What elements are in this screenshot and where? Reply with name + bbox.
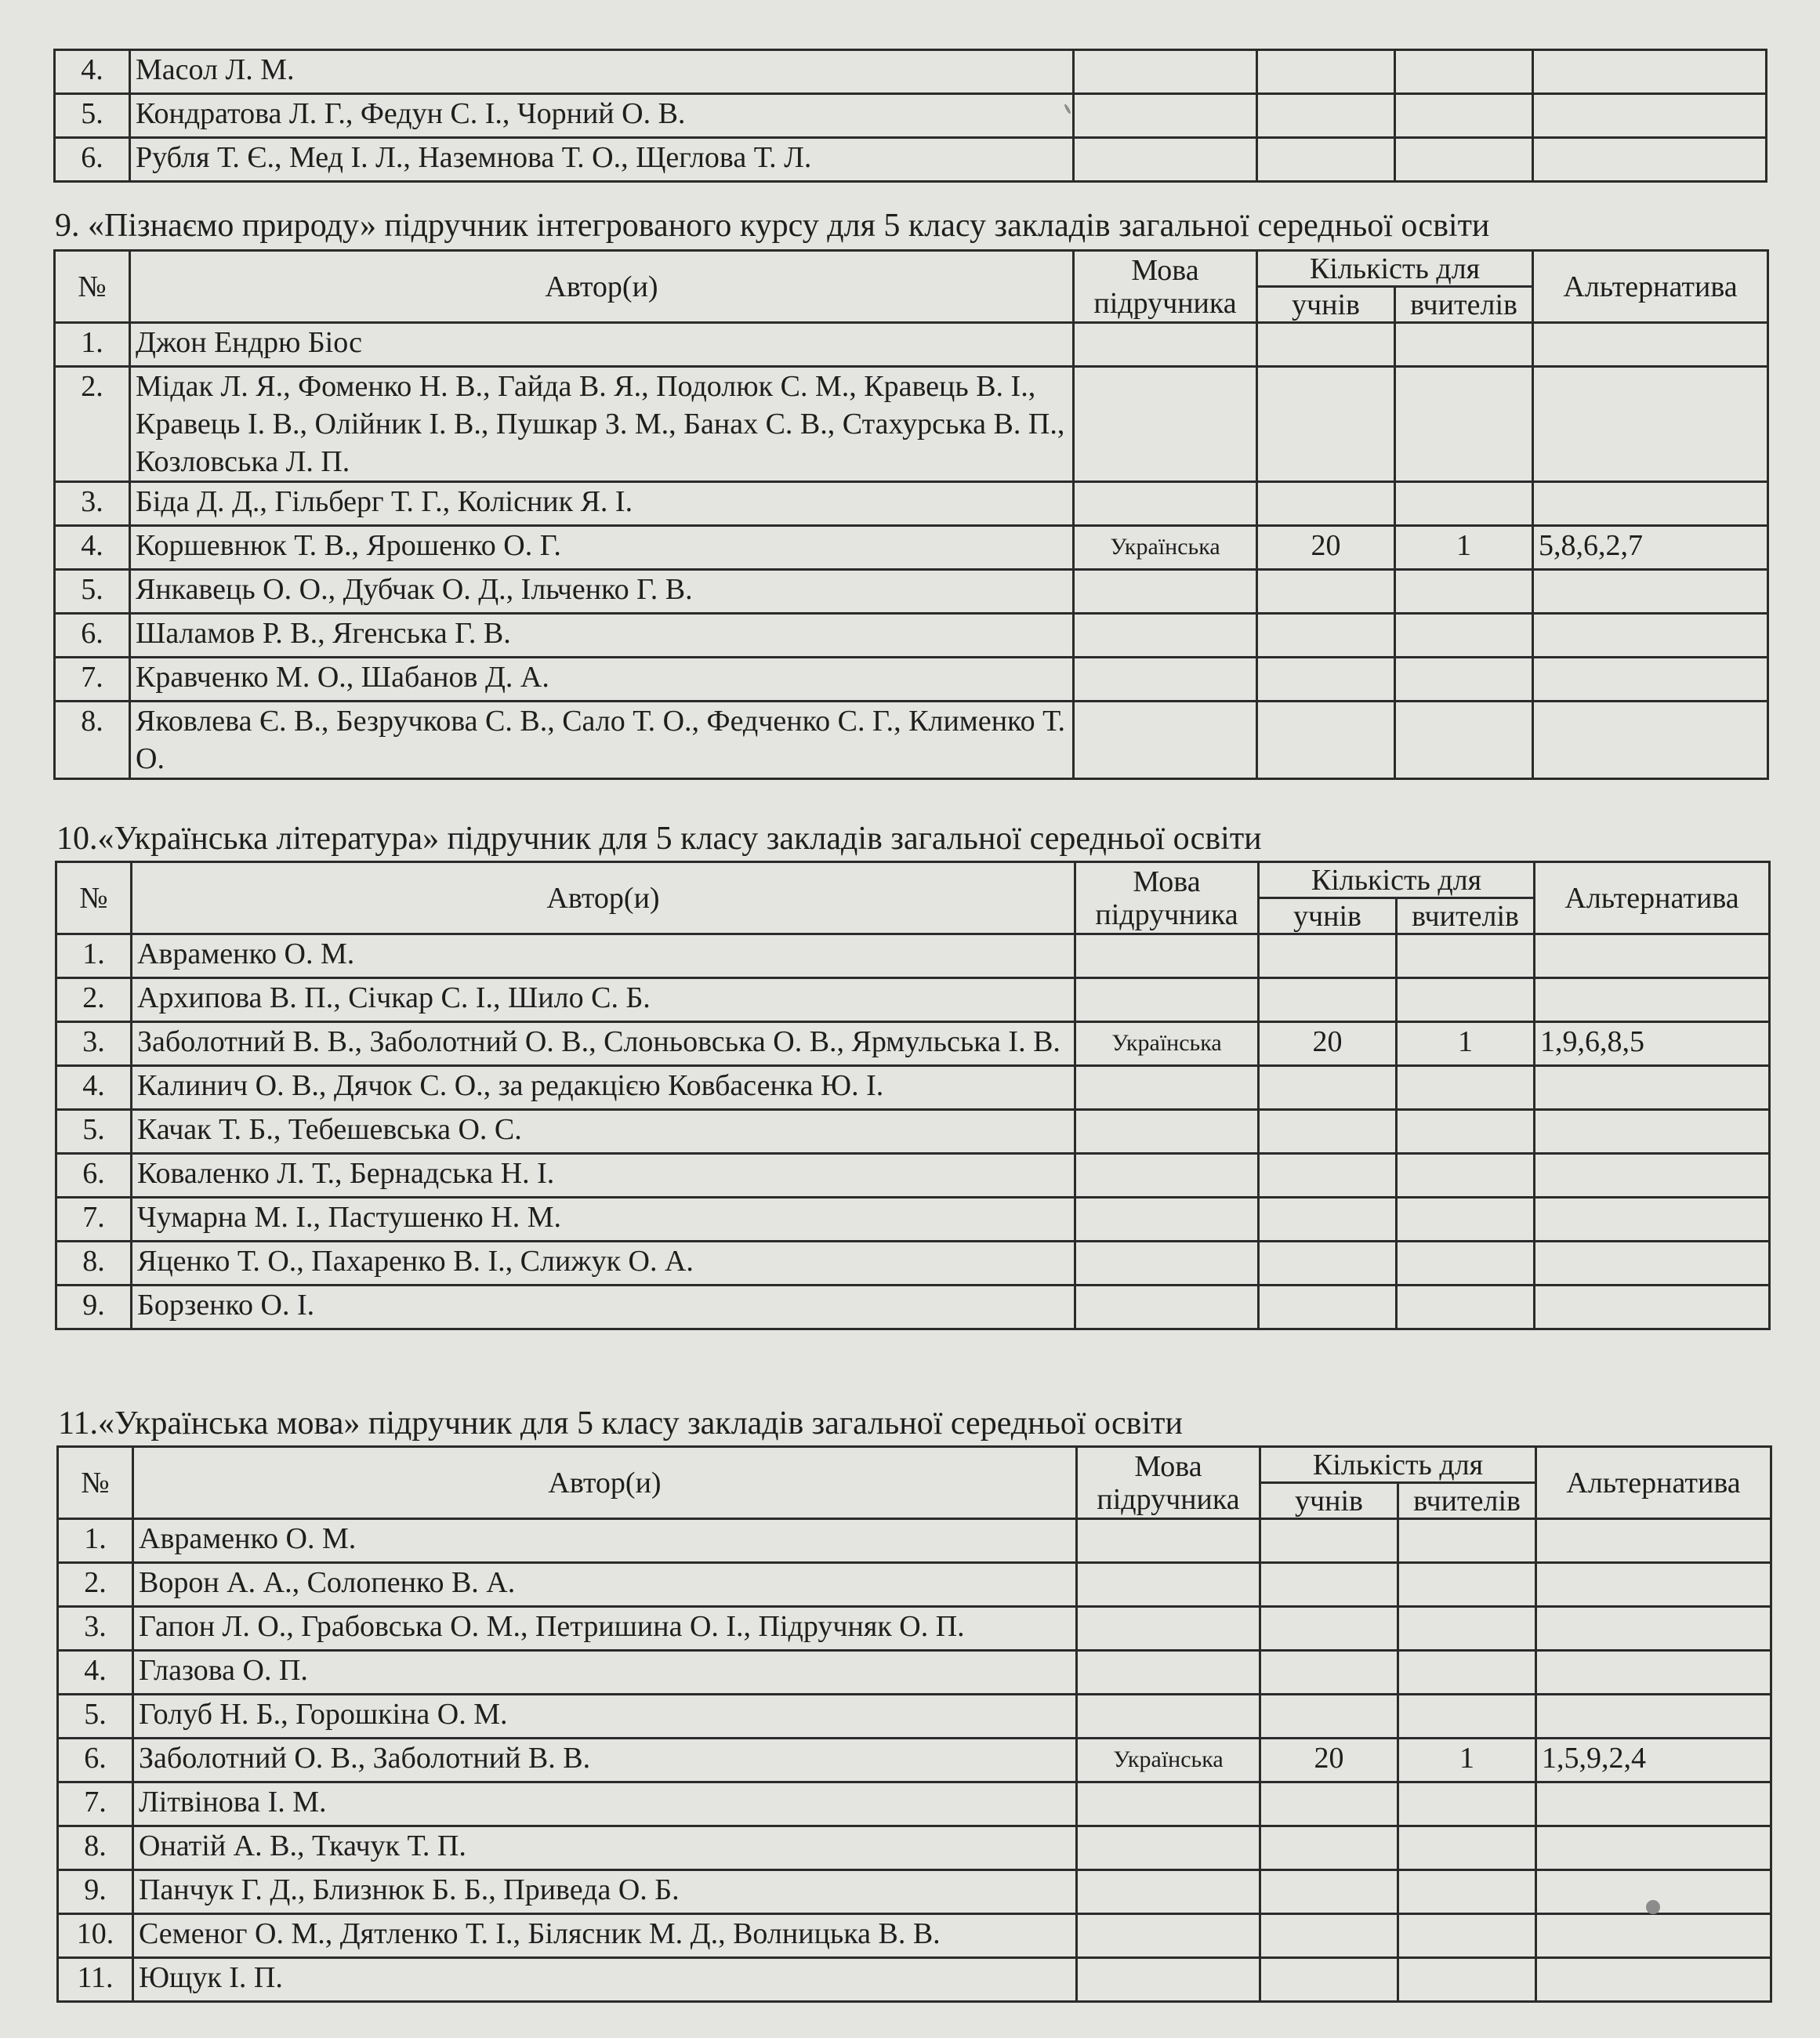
table-section-9 bbox=[53, 249, 1769, 780]
table-row bbox=[55, 138, 1767, 182]
table-row bbox=[58, 1519, 1771, 1563]
header-number: № bbox=[56, 862, 132, 934]
row-alternative bbox=[1533, 323, 1768, 367]
table-row bbox=[55, 94, 1767, 138]
row-teachers-count: 1 bbox=[1397, 1022, 1535, 1066]
row-authors: Масол Л. М. bbox=[130, 50, 1074, 94]
row-language bbox=[1075, 1198, 1259, 1242]
table-row bbox=[58, 1958, 1771, 2002]
table-section-11 bbox=[56, 1445, 1772, 2003]
row-teachers-count bbox=[1398, 1695, 1536, 1739]
table-row bbox=[58, 1651, 1771, 1695]
row-teachers-count bbox=[1397, 1286, 1535, 1329]
row-teachers-count bbox=[1395, 570, 1533, 614]
row-teachers-count bbox=[1395, 482, 1533, 526]
row-teachers-count bbox=[1395, 614, 1533, 658]
row-teachers-count bbox=[1398, 1607, 1536, 1651]
header-alternative: Альтернатива bbox=[1535, 862, 1770, 934]
table-row bbox=[55, 50, 1767, 94]
row-students-count bbox=[1257, 367, 1395, 482]
row-language bbox=[1074, 323, 1257, 367]
header-students: учнів bbox=[1257, 287, 1395, 323]
row-number: 3. bbox=[58, 1607, 133, 1651]
row-students-count bbox=[1259, 1242, 1397, 1286]
table-row bbox=[58, 1695, 1771, 1739]
row-authors: Чумарна М. І., Пастушенко Н. М. bbox=[132, 1198, 1075, 1242]
header-alternative: Альтернатива bbox=[1536, 1447, 1771, 1519]
row-language bbox=[1075, 1154, 1259, 1198]
section-11-title: 11.«Українська мова» підручник для 5 класу закладів загальної середньої освіти bbox=[58, 1405, 1183, 1441]
header-teachers: вчителів bbox=[1397, 898, 1535, 934]
row-authors: Янкавець О. О., Дубчак О. Д., Ільченко Г. В. bbox=[130, 570, 1074, 614]
row-alternative bbox=[1533, 138, 1767, 182]
row-number: 3. bbox=[55, 482, 130, 526]
table-section-10 bbox=[55, 861, 1771, 1330]
row-students-count bbox=[1257, 138, 1395, 182]
row-students-count: 20 bbox=[1257, 526, 1395, 570]
row-number: 8. bbox=[56, 1242, 132, 1286]
table-row bbox=[58, 1739, 1771, 1782]
row-authors: Мідак Л. Я., Фоменко Н. В., Гайда В. Я., Подолюк С. М., Кравець В. І., Кравець І. В., Олійник І. В., Пушкар З. М., Банах С. В., Стахурська В. П., Козловська Л. П. bbox=[130, 367, 1074, 482]
section-10-title: 10.«Українська література» підручник для 5 класу закладів загальної середньої освіти bbox=[56, 821, 1262, 857]
row-teachers-count bbox=[1398, 1914, 1536, 1958]
row-authors: Кравченко М. О., Шабанов Д. А. bbox=[130, 658, 1074, 702]
row-number: 6. bbox=[55, 614, 130, 658]
row-language bbox=[1075, 1286, 1259, 1329]
row-students-count: 20 bbox=[1259, 1022, 1397, 1066]
row-teachers-count bbox=[1395, 50, 1533, 94]
row-alternative bbox=[1536, 1782, 1771, 1826]
row-number: 4. bbox=[55, 50, 130, 94]
row-teachers-count bbox=[1395, 702, 1533, 779]
row-number: 6. bbox=[56, 1154, 132, 1198]
row-teachers-count bbox=[1398, 1870, 1536, 1914]
row-alternative bbox=[1533, 658, 1768, 702]
row-alternative bbox=[1535, 1066, 1770, 1110]
row-students-count bbox=[1257, 570, 1395, 614]
table-row bbox=[58, 1870, 1771, 1914]
row-language bbox=[1074, 658, 1257, 702]
row-alternative bbox=[1533, 614, 1768, 658]
row-alternative: 1,9,6,8,5 bbox=[1535, 1022, 1770, 1066]
row-authors: Ющук І. П. bbox=[133, 1958, 1077, 2002]
row-alternative bbox=[1533, 50, 1767, 94]
row-number: 1. bbox=[55, 323, 130, 367]
row-teachers-count bbox=[1397, 1242, 1535, 1286]
row-teachers-count bbox=[1397, 934, 1535, 978]
row-number: 1. bbox=[56, 934, 132, 978]
row-number: 7. bbox=[58, 1782, 133, 1826]
table-row bbox=[55, 482, 1768, 526]
row-authors: Рубля Т. Є., Мед І. Л., Наземнова Т. О., Щеглова Т. Л. bbox=[130, 138, 1074, 182]
row-language: Українська bbox=[1075, 1022, 1259, 1066]
table-row bbox=[55, 570, 1768, 614]
table-row bbox=[56, 1066, 1770, 1110]
row-alternative bbox=[1536, 1914, 1771, 1958]
row-teachers-count bbox=[1395, 323, 1533, 367]
row-language bbox=[1075, 1110, 1259, 1154]
row-teachers-count bbox=[1395, 367, 1533, 482]
row-language bbox=[1077, 1782, 1260, 1826]
row-students-count bbox=[1259, 1154, 1397, 1198]
row-authors: Джон Ендрю Біос bbox=[130, 323, 1074, 367]
row-number: 9. bbox=[58, 1870, 133, 1914]
row-alternative bbox=[1535, 1198, 1770, 1242]
row-number: 5. bbox=[55, 94, 130, 138]
header-language: Мова підручника bbox=[1075, 862, 1259, 934]
row-teachers-count bbox=[1398, 1958, 1536, 2002]
row-students-count: 20 bbox=[1260, 1739, 1398, 1782]
row-students-count bbox=[1259, 1198, 1397, 1242]
row-number: 5. bbox=[55, 570, 130, 614]
header-count: Кількість для bbox=[1259, 862, 1535, 898]
row-students-count bbox=[1260, 1782, 1398, 1826]
row-authors: Коршевнюк Т. В., Ярошенко О. Г. bbox=[130, 526, 1074, 570]
row-students-count bbox=[1259, 1066, 1397, 1110]
header-authors: Автор(и) bbox=[133, 1447, 1077, 1519]
row-alternative: 5,8,6,2,7 bbox=[1533, 526, 1768, 570]
row-teachers-count bbox=[1398, 1782, 1536, 1826]
header-count: Кількість для bbox=[1257, 251, 1533, 287]
table-row bbox=[56, 1242, 1770, 1286]
header-number: № bbox=[55, 251, 130, 323]
header-students: учнів bbox=[1259, 898, 1397, 934]
row-language bbox=[1075, 934, 1259, 978]
table-row bbox=[56, 1154, 1770, 1198]
row-authors: Заболотний В. В., Заболотний О. В., Слоньовська О. В., Ярмульська І. В. bbox=[132, 1022, 1075, 1066]
row-number: 5. bbox=[58, 1695, 133, 1739]
row-students-count bbox=[1259, 934, 1397, 978]
table-row bbox=[58, 1607, 1771, 1651]
row-teachers-count bbox=[1397, 1154, 1535, 1198]
row-language: Українська bbox=[1074, 526, 1257, 570]
row-alternative: 1,5,9,2,4 bbox=[1536, 1739, 1771, 1782]
row-number: 6. bbox=[58, 1739, 133, 1782]
row-alternative bbox=[1535, 1286, 1770, 1329]
row-number: 3. bbox=[56, 1022, 132, 1066]
row-students-count bbox=[1257, 702, 1395, 779]
row-language bbox=[1077, 1563, 1260, 1607]
row-language bbox=[1074, 702, 1257, 779]
row-language bbox=[1074, 50, 1257, 94]
row-language bbox=[1075, 978, 1259, 1022]
header-language: Мова підручника bbox=[1074, 251, 1257, 323]
row-alternative bbox=[1535, 1110, 1770, 1154]
row-students-count bbox=[1259, 1286, 1397, 1329]
table-row bbox=[56, 1198, 1770, 1242]
table-row bbox=[55, 526, 1768, 570]
row-authors: Коваленко Л. Т., Бернадська Н. І. bbox=[132, 1154, 1075, 1198]
row-authors: Шаламов Р. В., Ягенська Г. В. bbox=[130, 614, 1074, 658]
table-row bbox=[58, 1826, 1771, 1870]
table-row bbox=[56, 1022, 1770, 1066]
row-students-count bbox=[1259, 1110, 1397, 1154]
row-teachers-count: 1 bbox=[1398, 1739, 1536, 1782]
row-authors: Онатій А. В., Ткачук Т. П. bbox=[133, 1826, 1077, 1870]
table-row bbox=[56, 934, 1770, 978]
row-language bbox=[1077, 1870, 1260, 1914]
scan-speck bbox=[1646, 1900, 1660, 1914]
row-students-count bbox=[1257, 50, 1395, 94]
row-authors: Архипова В. П., Січкар С. І., Шило С. Б. bbox=[132, 978, 1075, 1022]
row-students-count bbox=[1257, 323, 1395, 367]
table-section-8-continuation bbox=[53, 49, 1767, 183]
row-authors: Біда Д. Д., Гільберг Т. Г., Колісник Я. І. bbox=[130, 482, 1074, 526]
row-number: 10. bbox=[58, 1914, 133, 1958]
table-row bbox=[56, 1286, 1770, 1329]
row-students-count bbox=[1257, 614, 1395, 658]
row-teachers-count bbox=[1395, 94, 1533, 138]
row-authors: Гапон Л. О., Грабовська О. М., Петришина О. І., Підручняк О. П. bbox=[133, 1607, 1077, 1651]
table-row bbox=[56, 1110, 1770, 1154]
row-students-count bbox=[1257, 658, 1395, 702]
header-authors: Автор(и) bbox=[132, 862, 1075, 934]
row-authors: Яценко Т. О., Пахаренко В. І., Слижук О. А. bbox=[132, 1242, 1075, 1286]
row-language bbox=[1077, 1607, 1260, 1651]
row-authors: Панчук Г. Д., Близнюк Б. Б., Приведа О. Б. bbox=[133, 1870, 1077, 1914]
row-language bbox=[1077, 1958, 1260, 2002]
row-students-count bbox=[1257, 482, 1395, 526]
row-teachers-count bbox=[1397, 1066, 1535, 1110]
row-number: 4. bbox=[58, 1651, 133, 1695]
row-teachers-count bbox=[1397, 1198, 1535, 1242]
row-language: Українська bbox=[1077, 1739, 1260, 1782]
row-alternative bbox=[1533, 367, 1768, 482]
row-language bbox=[1074, 570, 1257, 614]
row-alternative bbox=[1536, 1651, 1771, 1695]
header-authors: Автор(и) bbox=[130, 251, 1074, 323]
row-alternative bbox=[1533, 482, 1768, 526]
table-row bbox=[58, 1782, 1771, 1826]
row-language bbox=[1074, 367, 1257, 482]
row-teachers-count: 1 bbox=[1395, 526, 1533, 570]
row-number: 8. bbox=[55, 702, 130, 779]
row-authors: Глазова О. П. bbox=[133, 1651, 1077, 1695]
table-row bbox=[58, 1914, 1771, 1958]
row-authors: Семеног О. М., Дятленко Т. І., Білясник М. Д., Волницька В. В. bbox=[133, 1914, 1077, 1958]
row-authors: Яковлева Є. В., Безручкова С. В., Сало Т. О., Федченко С. Г., Клименко Т. О. bbox=[130, 702, 1074, 779]
row-number: 9. bbox=[56, 1286, 132, 1329]
row-alternative bbox=[1535, 934, 1770, 978]
row-teachers-count bbox=[1398, 1519, 1536, 1563]
row-number: 8. bbox=[58, 1826, 133, 1870]
row-teachers-count bbox=[1398, 1563, 1536, 1607]
table-row bbox=[55, 702, 1768, 779]
row-alternative bbox=[1535, 1242, 1770, 1286]
row-teachers-count bbox=[1397, 978, 1535, 1022]
row-number: 2. bbox=[58, 1563, 133, 1607]
row-alternative bbox=[1536, 1607, 1771, 1651]
row-authors: Борзенко О. І. bbox=[132, 1286, 1075, 1329]
row-number: 5. bbox=[56, 1110, 132, 1154]
row-alternative bbox=[1536, 1826, 1771, 1870]
row-alternative bbox=[1536, 1695, 1771, 1739]
row-authors: Калинич О. В., Дячок С. О., за редакцією Ковбасенка Ю. І. bbox=[132, 1066, 1075, 1110]
table-row bbox=[55, 614, 1768, 658]
row-number: 4. bbox=[56, 1066, 132, 1110]
row-teachers-count bbox=[1397, 1110, 1535, 1154]
row-number: 11. bbox=[58, 1958, 133, 2002]
table-row bbox=[56, 978, 1770, 1022]
header-count: Кількість для bbox=[1260, 1447, 1536, 1483]
row-authors: Авраменко О. М. bbox=[133, 1519, 1077, 1563]
row-language bbox=[1077, 1914, 1260, 1958]
table-row bbox=[55, 367, 1768, 482]
header-teachers: вчителів bbox=[1398, 1483, 1536, 1519]
row-number: 1. bbox=[58, 1519, 133, 1563]
row-number: 7. bbox=[55, 658, 130, 702]
row-authors: Ворон А. А., Солопенко В. А. bbox=[133, 1563, 1077, 1607]
row-language bbox=[1074, 138, 1257, 182]
row-students-count bbox=[1260, 1519, 1398, 1563]
row-students-count bbox=[1260, 1695, 1398, 1739]
row-language bbox=[1074, 482, 1257, 526]
row-students-count bbox=[1260, 1607, 1398, 1651]
header-students: учнів bbox=[1260, 1483, 1398, 1519]
row-students-count bbox=[1260, 1914, 1398, 1958]
header-alternative: Альтернатива bbox=[1533, 251, 1768, 323]
row-students-count bbox=[1259, 978, 1397, 1022]
row-authors: Авраменко О. М. bbox=[132, 934, 1075, 978]
row-authors: Качак Т. Б., Тебешевська О. С. bbox=[132, 1110, 1075, 1154]
header-number: № bbox=[58, 1447, 133, 1519]
row-students-count bbox=[1260, 1958, 1398, 2002]
row-students-count bbox=[1260, 1826, 1398, 1870]
row-students-count bbox=[1260, 1563, 1398, 1607]
row-number: 4. bbox=[55, 526, 130, 570]
row-language bbox=[1075, 1066, 1259, 1110]
row-students-count bbox=[1260, 1651, 1398, 1695]
table-row bbox=[58, 1563, 1771, 1607]
row-teachers-count bbox=[1398, 1826, 1536, 1870]
row-language bbox=[1074, 614, 1257, 658]
row-students-count bbox=[1257, 94, 1395, 138]
row-alternative bbox=[1536, 1519, 1771, 1563]
row-number: 2. bbox=[55, 367, 130, 482]
row-authors: Заболотний О. В., Заболотний В. В. bbox=[133, 1739, 1077, 1782]
row-language bbox=[1077, 1826, 1260, 1870]
row-teachers-count bbox=[1395, 138, 1533, 182]
row-teachers-count bbox=[1398, 1651, 1536, 1695]
row-alternative bbox=[1536, 1958, 1771, 2002]
row-language bbox=[1074, 94, 1257, 138]
table-row bbox=[55, 323, 1768, 367]
row-authors: Голуб Н. Б., Горошкіна О. М. bbox=[133, 1695, 1077, 1739]
row-alternative bbox=[1536, 1563, 1771, 1607]
row-students-count bbox=[1260, 1870, 1398, 1914]
row-alternative bbox=[1535, 978, 1770, 1022]
row-language bbox=[1075, 1242, 1259, 1286]
row-number: 7. bbox=[56, 1198, 132, 1242]
row-number: 2. bbox=[56, 978, 132, 1022]
row-language bbox=[1077, 1651, 1260, 1695]
row-alternative bbox=[1533, 94, 1767, 138]
row-authors: Літвінова І. М. bbox=[133, 1782, 1077, 1826]
table-row bbox=[55, 658, 1768, 702]
row-alternative bbox=[1533, 702, 1768, 779]
row-alternative bbox=[1533, 570, 1768, 614]
section-9-title: 9. «Пізнаємо природу» підручник інтегрованого курсу для 5 класу закладів загальної середньої освіти bbox=[55, 208, 1490, 244]
header-language: Мова підручника bbox=[1077, 1447, 1260, 1519]
row-number: 6. bbox=[55, 138, 130, 182]
row-language bbox=[1077, 1695, 1260, 1739]
row-language bbox=[1077, 1519, 1260, 1563]
row-authors: Кондратова Л. Г., Федун С. І., Чорний О. В. bbox=[130, 94, 1074, 138]
header-teachers: вчителів bbox=[1395, 287, 1533, 323]
row-teachers-count bbox=[1395, 658, 1533, 702]
row-alternative bbox=[1535, 1154, 1770, 1198]
